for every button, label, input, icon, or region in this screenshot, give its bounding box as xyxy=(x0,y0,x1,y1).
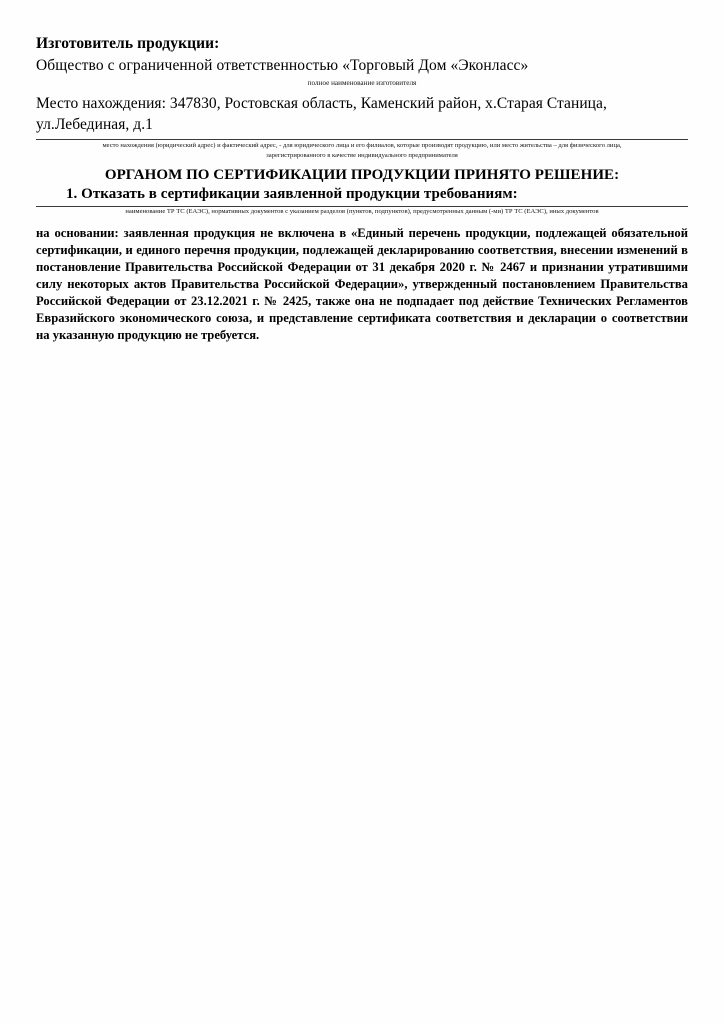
divider-line-2 xyxy=(36,206,688,207)
decision-item-1: 1. Отказать в сертификации заявленной продукции требованиям: xyxy=(66,185,518,202)
location-caption-line-2: зарегистрированного в качестве индивидуального предпринимателя xyxy=(266,152,458,160)
manufacturer-name-caption: полное наименование изготовителя xyxy=(307,78,417,87)
basis-paragraph: на основании: заявленная продукция не включена в «Единый перечень продукции, подлежащей обязательной сертификации, и единого перечня продукции, подлежащей декларированию соответствия, внесении изменений в постановление Правительства Российской Федерации от 31 декабря 2020 г. № 2467 и признании утратившими силу некоторых актов Правительства Российской Федерации», утвержденный постановлением Правительства Российской Федерации от 23.12.2021 г. № 2425, также она не подпадает под действие Технических Регламентов Евразийского экономического союза, и представление сертификата соответствия и декларации о соответствии на указанную продукцию не требуется. xyxy=(36,226,688,342)
manufacturer-name: Общество с ограниченной ответственностью «Торговый Дом «Эконласс» xyxy=(36,56,529,74)
location-caption-line-1: место нахождения (юридический адрес) и фактический адрес, - для юридического лица и его филиалов, которые производят продукцию, или место жительства – для физического лица, xyxy=(102,141,622,149)
location-address: Место нахождения: 347830, Ростовская область, Каменский район, х.Старая Станица, ул.Лебединая, д.1 xyxy=(36,94,607,133)
divider-line xyxy=(36,139,688,140)
document-body xyxy=(36,34,688,344)
manufacturer-title: Изготовитель продукции: xyxy=(36,35,220,52)
decision-caption: наименование ТР ТС (ЕАЭС), нормативных документов с указанием разделов (пунктов, подпунктов), предусмотренных данным (-ми) ТР ТС (ЕАЭС), иных документов xyxy=(125,207,599,215)
decision-heading: ОРГАНОМ ПО СЕРТИФИКАЦИИ ПРОДУКЦИИ ПРИНЯТО РЕШЕНИЕ: xyxy=(104,166,620,183)
